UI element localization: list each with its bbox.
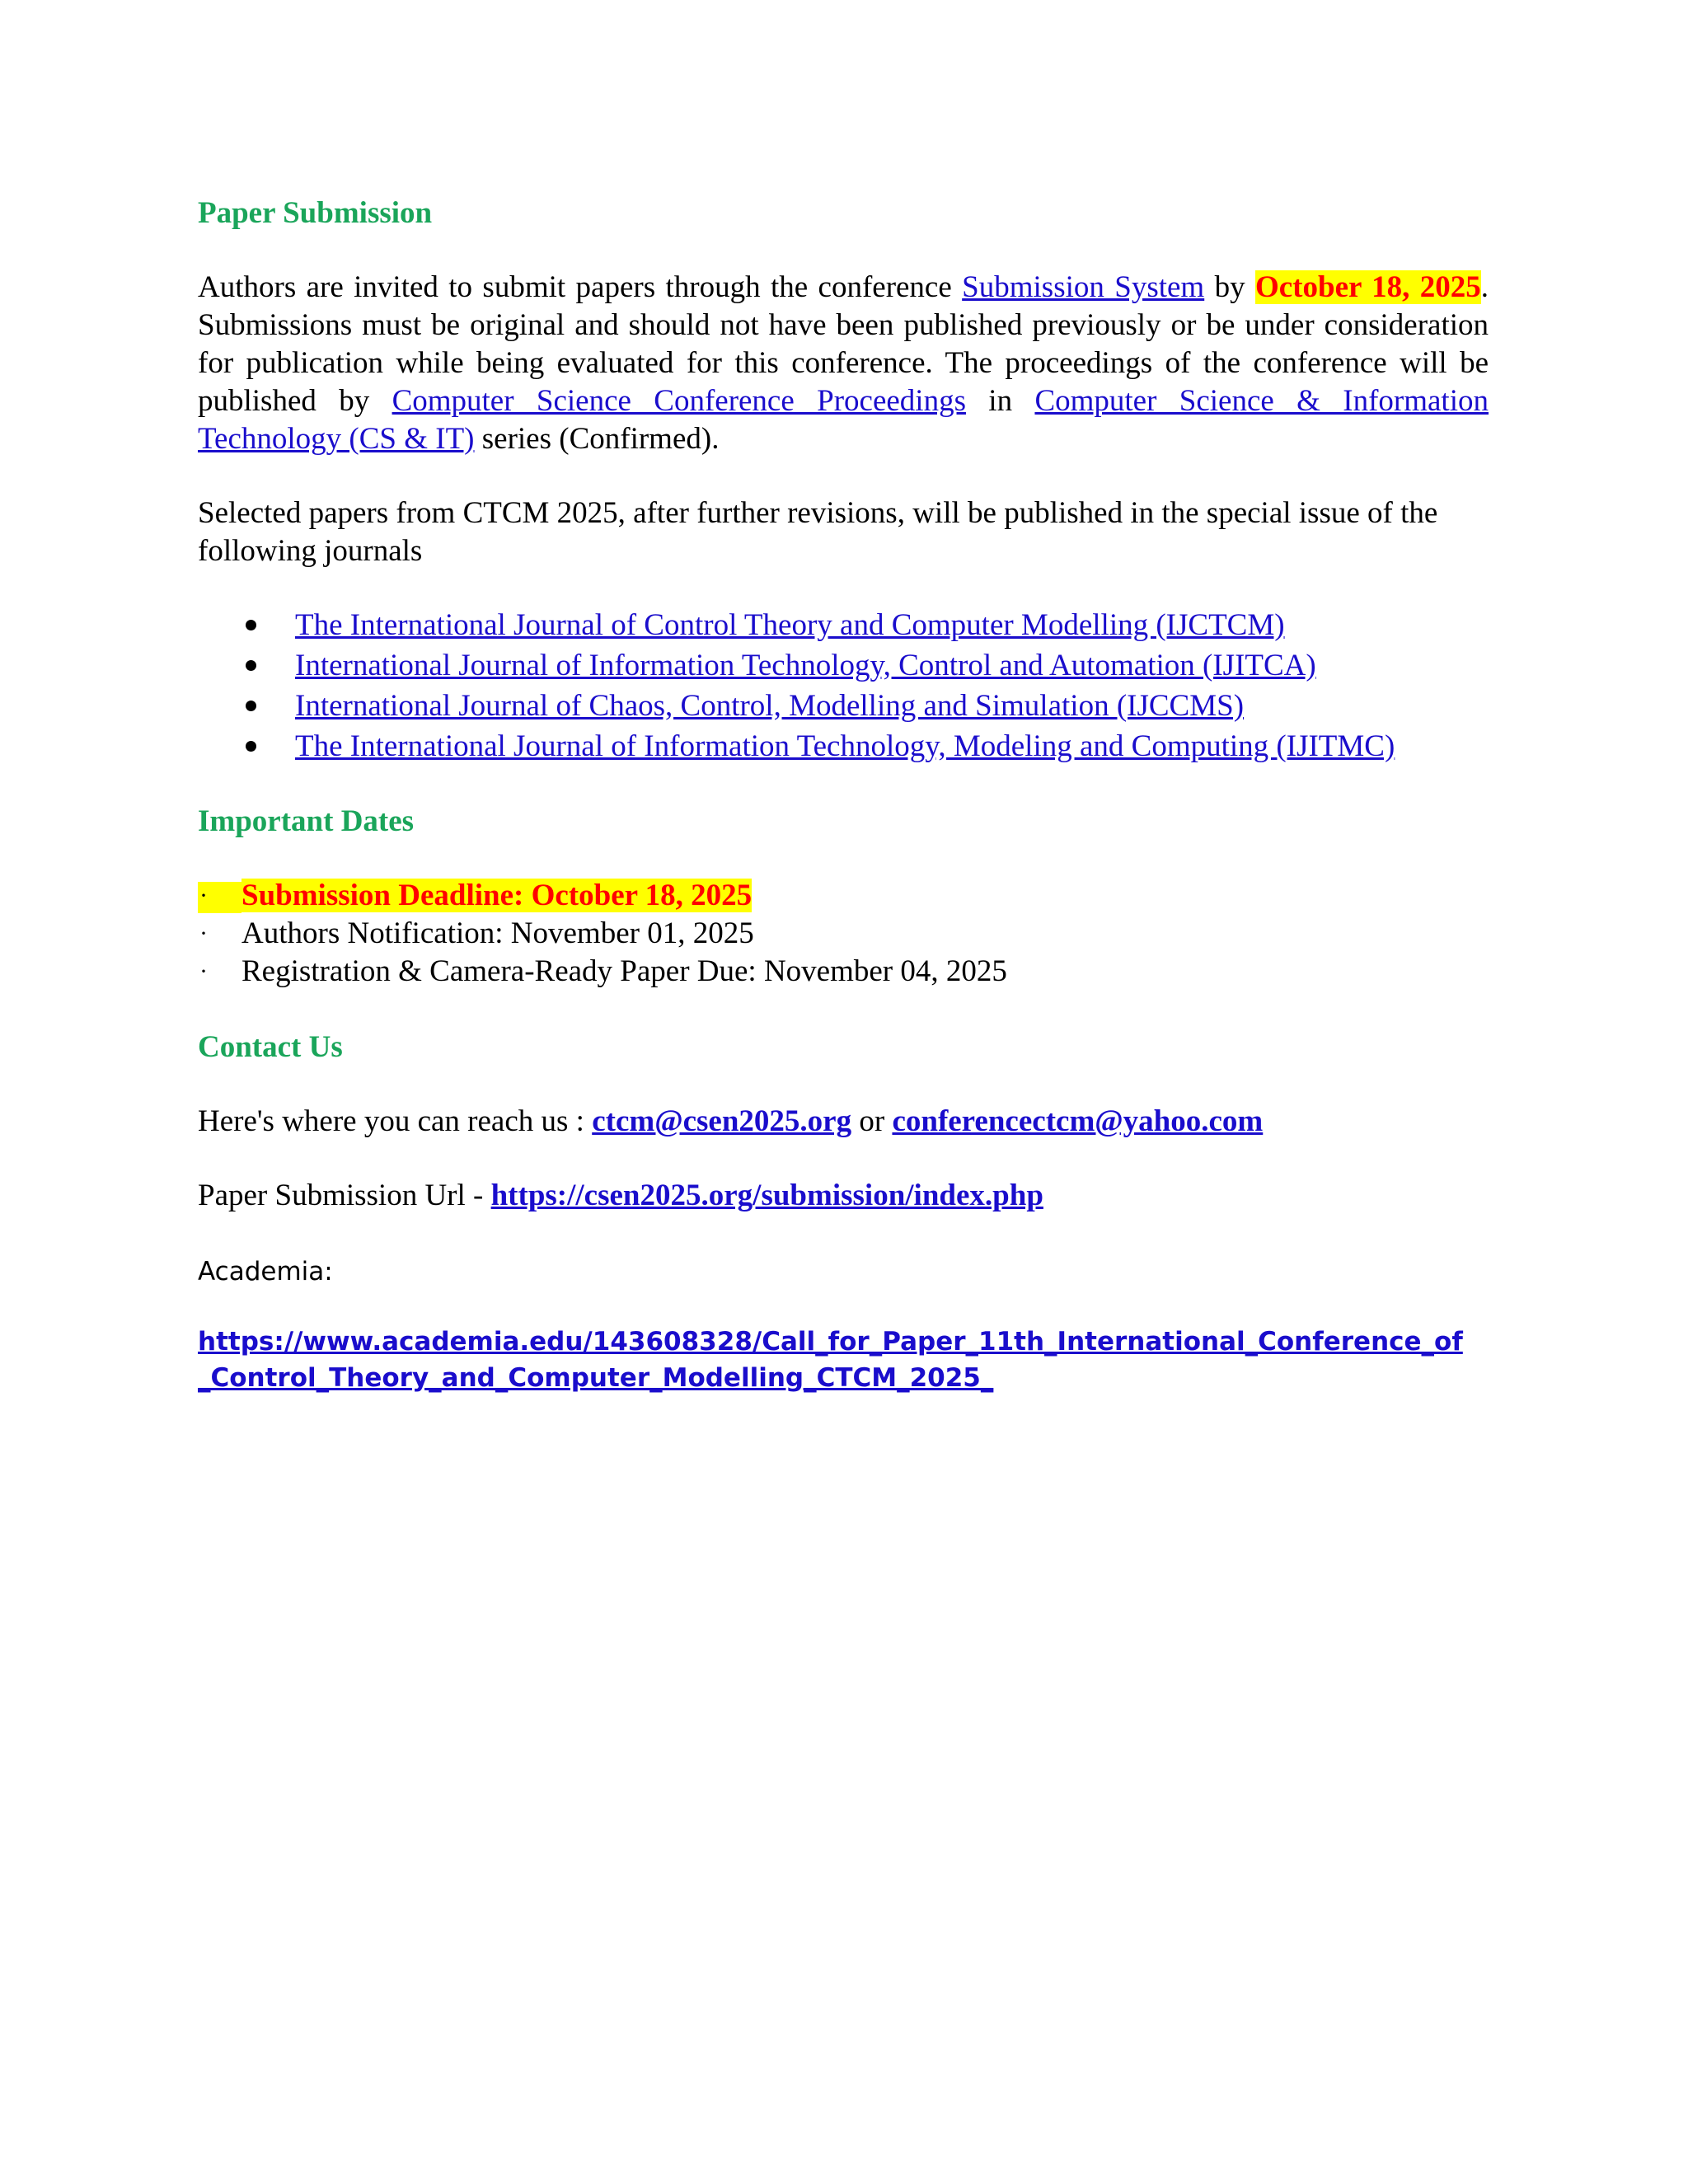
submission-url-paragraph xyxy=(198,1177,1489,1215)
journal-link-ijctcm[interactable]: The International Journal of Control Theory and Computer Modelling (IJCTCM) xyxy=(295,608,1285,642)
submission-url-link[interactable]: https://csen2025.org/submission/index.php xyxy=(490,1179,1043,1212)
submission-url-label: Paper Submission Url - xyxy=(198,1179,491,1212)
submission-deadline-highlight: October 18, 2025 xyxy=(1254,270,1481,304)
submission-text-e: series (Confirmed). xyxy=(474,422,720,456)
document-content xyxy=(198,194,1489,1396)
journal-link-ijitca[interactable]: International Journal of Information Technology, Control and Automation (IJITCA) xyxy=(295,649,1316,682)
selected-papers-paragraph: Selected papers from CTCM 2025, after further revisions, will be published in the special issue of the following journals xyxy=(198,496,1438,568)
bullet-icon xyxy=(246,660,256,671)
journal-list-item xyxy=(295,605,1489,645)
bullet-dot-icon: · xyxy=(199,920,208,947)
bullet-icon xyxy=(246,701,256,711)
contact-or-text: or xyxy=(851,1104,893,1138)
email-link-secondary[interactable]: conferencectcm@yahoo.com xyxy=(892,1104,1264,1138)
date-item-text: Submission Deadline: October 18, 2025 xyxy=(241,879,753,912)
date-item-authors-notification xyxy=(198,915,1489,953)
journal-list-item xyxy=(295,726,1489,766)
contact-us-heading: Contact Us xyxy=(198,1030,343,1064)
academia-link[interactable]: https://www.academia.edu/143608328/Call_for_Paper_11th_International_Conference_of_Control_Theory_and_Computer_Modelling_CTCM_2025_ xyxy=(198,1327,1463,1393)
submission-paragraph xyxy=(198,269,1489,458)
journal-list xyxy=(198,605,1489,766)
bullet-icon xyxy=(246,741,256,752)
academia-label: Academia: xyxy=(198,1257,333,1286)
journal-list-item xyxy=(295,645,1489,686)
date-item-text: Authors Notification: November 01, 2025 xyxy=(241,916,754,950)
bullet-dot-icon: · xyxy=(199,882,208,909)
date-item-registration xyxy=(198,953,1489,991)
bullet-dot-icon: · xyxy=(199,958,208,985)
submission-text-c: . Submissions must be original and should not have been published previously or be under consideration for publication while being evaluated for this conference. The proceedings of the conference will be published by xyxy=(198,270,1489,418)
dates-list xyxy=(198,877,1489,991)
journal-link-ijccms[interactable]: International Journal of Chaos, Control, Modelling and Simulation (IJCCMS) xyxy=(295,689,1245,723)
important-dates-heading: Important Dates xyxy=(198,804,415,838)
proceedings-link[interactable]: Computer Science Conference Proceedings xyxy=(392,384,966,418)
contact-reach-text: Here's where you can reach us : xyxy=(198,1104,593,1138)
date-item-text: Registration & Camera-Ready Paper Due: November 04, 2025 xyxy=(241,954,1007,988)
paper-submission-heading: Paper Submission xyxy=(198,196,433,230)
journal-link-ijitmc[interactable]: The International Journal of Information Technology, Modeling and Computing (IJITMC) xyxy=(295,729,1395,763)
contact-paragraph xyxy=(198,1103,1489,1141)
submission-text-b: by xyxy=(1204,270,1255,304)
journal-list-item xyxy=(295,686,1489,726)
submission-system-link[interactable]: Submission System xyxy=(962,270,1205,304)
cs-it-series-link[interactable]: Computer Science & Information Technology (CS & IT) xyxy=(198,384,1489,456)
bullet-icon xyxy=(246,620,256,630)
submission-text-d: in xyxy=(965,384,1035,418)
submission-text-a: Authors are invited to submit papers through the conference xyxy=(198,270,963,304)
email-link-primary[interactable]: ctcm@csen2025.org xyxy=(592,1104,852,1138)
date-item-submission-deadline xyxy=(198,877,1489,915)
